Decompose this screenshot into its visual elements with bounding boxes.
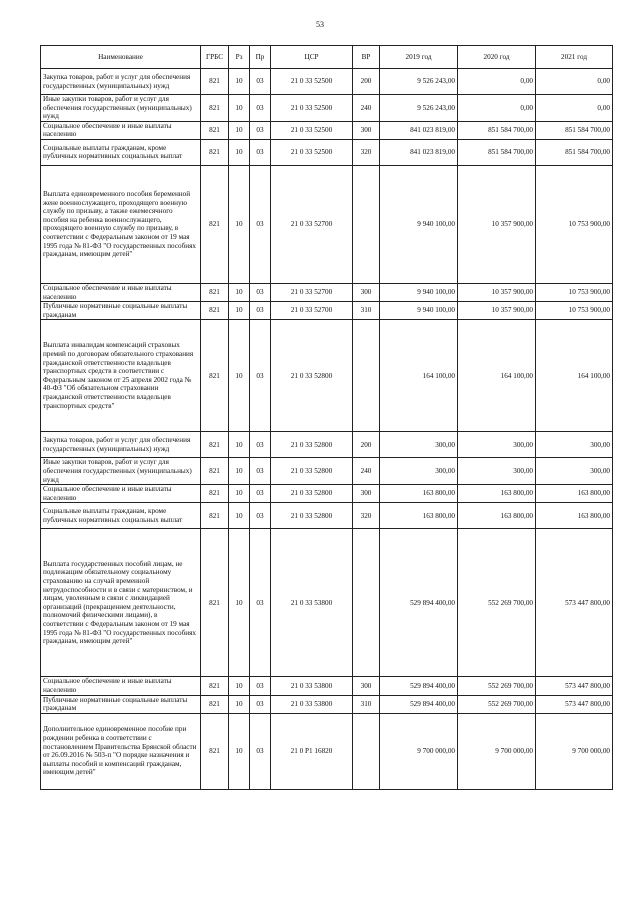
row-rz-cell: 10 <box>229 69 250 95</box>
row-name-cell: Иные закупки товаров, работ и услуг для обеспечения государственных (муниципальных) нужд <box>41 95 201 122</box>
row-2021-cell: 851 584 700,00 <box>536 121 613 139</box>
row-name-cell: Закупка товаров, работ и услуг для обеспечения государственных (муниципальных) нужд <box>41 432 201 458</box>
row-name-cell: Публичные нормативные социальные выплаты гражданам <box>41 302 201 320</box>
row-pr-cell: 03 <box>250 95 271 122</box>
table-row <box>41 320 613 432</box>
row-name-cell: Выплата государственных пособий лицам, не подлежащим обязательному социальному страхованию на случай временной нетрудоспособности и в связи с материнством, и лицам, уволенным в связи с ликвидацией организаций (прекращением деятельности, полномочий физическими лицами), в соответствии с Федеральным законом от 19 мая 1995 года № 81-ФЗ "О государственных пособиях гражданам, имеющим детей" <box>41 529 201 677</box>
row-name-cell: Социальное обеспечение и иные выплаты населению <box>41 485 201 503</box>
page-number: 53 <box>316 20 324 29</box>
row-csr-cell: 21 0 33 52500 <box>271 121 353 139</box>
row-2021-cell: 851 584 700,00 <box>536 139 613 165</box>
row-name-cell: Социальные выплаты гражданам, кроме публичных нормативных социальных выплат <box>41 139 201 165</box>
column-header-rz: Рз <box>229 46 250 69</box>
row-name-cell: Публичные нормативные социальные выплаты гражданам <box>41 695 201 713</box>
row-2020-cell: 552 269 700,00 <box>458 695 536 713</box>
table-row <box>41 503 613 529</box>
row-csr-cell: 21 0 33 52500 <box>271 139 353 165</box>
row-vr-cell <box>353 320 380 432</box>
row-name-cell: Социальное обеспечение и иные выплаты населению <box>41 677 201 695</box>
row-rz-cell: 10 <box>229 302 250 320</box>
row-rz-cell: 10 <box>229 95 250 122</box>
row-2021-cell: 0,00 <box>536 69 613 95</box>
row-pr-cell: 03 <box>250 139 271 165</box>
row-rz-cell: 10 <box>229 121 250 139</box>
row-pr-cell: 03 <box>250 485 271 503</box>
row-csr-cell: 21 0 33 52800 <box>271 485 353 503</box>
row-grbs-cell: 821 <box>201 95 229 122</box>
row-2020-cell: 164 100,00 <box>458 320 536 432</box>
row-pr-cell: 03 <box>250 529 271 677</box>
row-pr-cell: 03 <box>250 320 271 432</box>
table-row <box>41 458 613 485</box>
row-csr-cell: 21 0 33 52500 <box>271 95 353 122</box>
table-row <box>41 121 613 139</box>
row-2021-cell: 0,00 <box>536 95 613 122</box>
row-2019-cell: 9 940 100,00 <box>380 302 458 320</box>
column-header-grbs: ГРБС <box>201 46 229 69</box>
row-2020-cell: 300,00 <box>458 432 536 458</box>
row-2019-cell: 9 526 243,00 <box>380 95 458 122</box>
row-name-cell: Социальное обеспечение и иные выплаты населению <box>41 121 201 139</box>
row-2019-cell: 529 894 400,00 <box>380 677 458 695</box>
row-rz-cell: 10 <box>229 485 250 503</box>
row-pr-cell: 03 <box>250 432 271 458</box>
row-rz-cell: 10 <box>229 529 250 677</box>
row-grbs-cell: 821 <box>201 485 229 503</box>
column-header-2020: 2020 год <box>458 46 536 69</box>
row-vr-cell: 320 <box>353 503 380 529</box>
row-vr-cell: 240 <box>353 458 380 485</box>
row-csr-cell: 21 0 33 52700 <box>271 165 353 283</box>
row-2021-cell: 164 100,00 <box>536 320 613 432</box>
column-header-pr: Пр <box>250 46 271 69</box>
column-header-csr: ЦСР <box>271 46 353 69</box>
row-2020-cell: 552 269 700,00 <box>458 529 536 677</box>
row-2021-cell: 300,00 <box>536 432 613 458</box>
column-header-2019: 2019 год <box>380 46 458 69</box>
row-csr-cell: 21 0 33 53800 <box>271 677 353 695</box>
row-rz-cell: 10 <box>229 713 250 789</box>
table-row <box>41 165 613 283</box>
row-grbs-cell: 821 <box>201 283 229 301</box>
row-pr-cell: 03 <box>250 69 271 95</box>
row-pr-cell: 03 <box>250 503 271 529</box>
row-2019-cell: 9 526 243,00 <box>380 69 458 95</box>
row-csr-cell: 21 0 33 52800 <box>271 458 353 485</box>
budget-table <box>40 45 613 790</box>
row-2019-cell: 841 023 819,00 <box>380 121 458 139</box>
row-2021-cell: 10 753 900,00 <box>536 165 613 283</box>
row-csr-cell: 21 0 33 52700 <box>271 283 353 301</box>
row-rz-cell: 10 <box>229 432 250 458</box>
row-pr-cell: 03 <box>250 458 271 485</box>
row-2021-cell: 573 447 800,00 <box>536 677 613 695</box>
row-pr-cell: 03 <box>250 165 271 283</box>
row-rz-cell: 10 <box>229 165 250 283</box>
row-vr-cell: 300 <box>353 283 380 301</box>
row-2021-cell: 9 700 000,00 <box>536 713 613 789</box>
row-pr-cell: 03 <box>250 713 271 789</box>
row-vr-cell: 310 <box>353 695 380 713</box>
table-body <box>41 69 613 790</box>
row-2020-cell: 0,00 <box>458 69 536 95</box>
row-vr-cell: 200 <box>353 432 380 458</box>
row-2019-cell: 300,00 <box>380 432 458 458</box>
row-2020-cell: 0,00 <box>458 95 536 122</box>
row-2020-cell: 552 269 700,00 <box>458 677 536 695</box>
row-vr-cell <box>353 165 380 283</box>
row-2021-cell: 163 800,00 <box>536 503 613 529</box>
row-2019-cell: 300,00 <box>380 458 458 485</box>
row-grbs-cell: 821 <box>201 432 229 458</box>
row-grbs-cell: 821 <box>201 302 229 320</box>
row-name-cell: Иные закупки товаров, работ и услуг для обеспечения государственных (муниципальных) нужд <box>41 458 201 485</box>
row-vr-cell: 310 <box>353 302 380 320</box>
row-2021-cell: 163 800,00 <box>536 485 613 503</box>
row-2021-cell: 10 753 900,00 <box>536 302 613 320</box>
table-row <box>41 485 613 503</box>
table-row <box>41 139 613 165</box>
row-vr-cell: 240 <box>353 95 380 122</box>
row-vr-cell: 200 <box>353 69 380 95</box>
table-row <box>41 302 613 320</box>
column-header-name: Наименование <box>41 46 201 69</box>
row-2019-cell: 9 940 100,00 <box>380 165 458 283</box>
row-2021-cell: 573 447 800,00 <box>536 529 613 677</box>
row-csr-cell: 21 0 33 52800 <box>271 503 353 529</box>
table-row <box>41 69 613 95</box>
row-csr-cell: 21 0 33 53800 <box>271 695 353 713</box>
row-2019-cell: 9 940 100,00 <box>380 283 458 301</box>
row-csr-cell: 21 0 33 52500 <box>271 69 353 95</box>
row-csr-cell: 21 0 33 53800 <box>271 529 353 677</box>
row-2020-cell: 851 584 700,00 <box>458 139 536 165</box>
row-2019-cell: 9 700 000,00 <box>380 713 458 789</box>
row-name-cell: Выплата единовременного пособия беременной жене военнослужащего, проходящего военную службу по призыву, а также ежемесячного пособия на ребенка военнослужащего, проходящего военную службу по призыву, в соответствии с Федеральным законом от 19 мая 1995 года № 81-ФЗ "О государственных пособиях гражданам, имеющим детей" <box>41 165 201 283</box>
row-grbs-cell: 821 <box>201 677 229 695</box>
row-2020-cell: 163 800,00 <box>458 503 536 529</box>
row-rz-cell: 10 <box>229 503 250 529</box>
row-pr-cell: 03 <box>250 677 271 695</box>
row-grbs-cell: 821 <box>201 165 229 283</box>
table-row <box>41 713 613 789</box>
row-grbs-cell: 821 <box>201 320 229 432</box>
row-vr-cell: 320 <box>353 139 380 165</box>
row-pr-cell: 03 <box>250 121 271 139</box>
row-2020-cell: 10 357 900,00 <box>458 283 536 301</box>
row-vr-cell <box>353 529 380 677</box>
row-rz-cell: 10 <box>229 283 250 301</box>
row-pr-cell: 03 <box>250 302 271 320</box>
row-rz-cell: 10 <box>229 677 250 695</box>
row-name-cell: Закупка товаров, работ и услуг для обеспечения государственных (муниципальных) нужд <box>41 69 201 95</box>
table-row <box>41 95 613 122</box>
row-2019-cell: 529 894 400,00 <box>380 529 458 677</box>
table-header-row <box>41 46 613 69</box>
table-row <box>41 677 613 695</box>
row-grbs-cell: 821 <box>201 458 229 485</box>
row-2020-cell: 300,00 <box>458 458 536 485</box>
row-2019-cell: 163 800,00 <box>380 485 458 503</box>
row-pr-cell: 03 <box>250 695 271 713</box>
row-2019-cell: 529 894 400,00 <box>380 695 458 713</box>
row-rz-cell: 10 <box>229 139 250 165</box>
row-pr-cell: 03 <box>250 283 271 301</box>
row-name-cell: Выплата инвалидам компенсаций страховых премий по договорам обязательного страхования гражданской ответственности владельцев транспортных средств в соответствии с Федеральным законом от 25 апреля 2002 года № 40-ФЗ "Об обязательном страховании гражданской ответственности владельцев транспортных средств" <box>41 320 201 432</box>
table-row <box>41 529 613 677</box>
table-row <box>41 695 613 713</box>
row-2019-cell: 163 800,00 <box>380 503 458 529</box>
row-2020-cell: 10 357 900,00 <box>458 165 536 283</box>
row-2020-cell: 163 800,00 <box>458 485 536 503</box>
row-vr-cell: 300 <box>353 121 380 139</box>
row-grbs-cell: 821 <box>201 503 229 529</box>
row-name-cell: Социальное обеспечение и иные выплаты населению <box>41 283 201 301</box>
row-grbs-cell: 821 <box>201 69 229 95</box>
column-header-2021: 2021 год <box>536 46 613 69</box>
row-vr-cell: 300 <box>353 485 380 503</box>
row-2021-cell: 10 753 900,00 <box>536 283 613 301</box>
row-rz-cell: 10 <box>229 695 250 713</box>
row-rz-cell: 10 <box>229 320 250 432</box>
row-2021-cell: 573 447 800,00 <box>536 695 613 713</box>
row-2019-cell: 841 023 819,00 <box>380 139 458 165</box>
row-csr-cell: 21 0 33 52700 <box>271 302 353 320</box>
row-grbs-cell: 821 <box>201 121 229 139</box>
row-vr-cell: 300 <box>353 677 380 695</box>
row-grbs-cell: 821 <box>201 713 229 789</box>
row-name-cell: Дополнительное единовременное пособие при рождении ребенка в соответствии с постановлением Правительства Брянской области от 26.09.2016 № 503-п "О порядке назначения и выплаты пособий и компенсаций гражданам, имеющим детей" <box>41 713 201 789</box>
row-2021-cell: 300,00 <box>536 458 613 485</box>
row-name-cell: Социальные выплаты гражданам, кроме публичных нормативных социальных выплат <box>41 503 201 529</box>
row-csr-cell: 21 0 33 52800 <box>271 320 353 432</box>
row-2020-cell: 10 357 900,00 <box>458 302 536 320</box>
table-row <box>41 432 613 458</box>
row-rz-cell: 10 <box>229 458 250 485</box>
table-row <box>41 283 613 301</box>
row-grbs-cell: 821 <box>201 139 229 165</box>
row-grbs-cell: 821 <box>201 529 229 677</box>
column-header-vr: ВР <box>353 46 380 69</box>
row-2020-cell: 9 700 000,00 <box>458 713 536 789</box>
row-vr-cell <box>353 713 380 789</box>
row-csr-cell: 21 0 P1 16820 <box>271 713 353 789</box>
row-csr-cell: 21 0 33 52800 <box>271 432 353 458</box>
row-2020-cell: 851 584 700,00 <box>458 121 536 139</box>
row-2019-cell: 164 100,00 <box>380 320 458 432</box>
row-grbs-cell: 821 <box>201 695 229 713</box>
